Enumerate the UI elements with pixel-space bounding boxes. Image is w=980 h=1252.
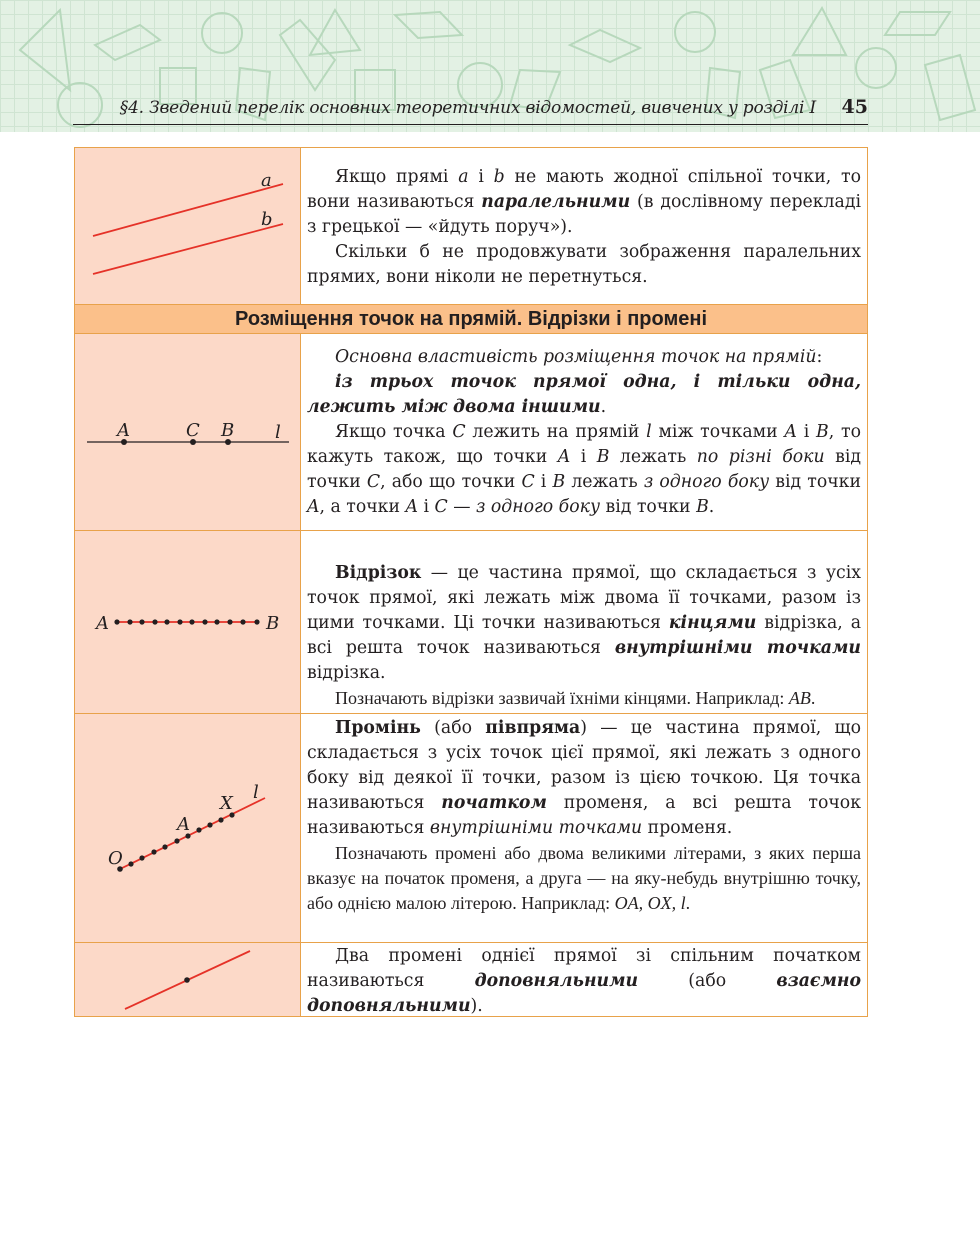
var: A bbox=[784, 422, 797, 442]
label-c: C bbox=[186, 420, 200, 441]
paragraph-ray-definition bbox=[307, 716, 861, 841]
var: B bbox=[816, 422, 829, 442]
row-ray bbox=[75, 713, 867, 942]
var-b: b bbox=[493, 167, 505, 187]
example: AB bbox=[788, 688, 811, 708]
running-title: §4. Зведений перелік основних теоретичних відомостей, вивчених у розділі I bbox=[119, 98, 816, 118]
paragraph-axiom bbox=[307, 370, 861, 420]
text-points-on-line bbox=[301, 334, 867, 530]
header-decoration bbox=[0, 0, 980, 132]
text-run: — це частина прямої, що складається з усіх точок прямої, які лежать між двома її точками, разом із цими точками. Ці точки називаються bbox=[307, 563, 861, 633]
var: l bbox=[646, 422, 652, 442]
var: C bbox=[434, 497, 448, 517]
text-run: лежать bbox=[609, 447, 697, 467]
term-parallel: паралельними bbox=[481, 192, 631, 212]
label-b: b bbox=[261, 209, 273, 230]
emphasis: з одного боку bbox=[475, 497, 600, 517]
paragraph-segment-notation bbox=[307, 686, 861, 711]
text-run: і bbox=[468, 167, 494, 187]
ray-diagram bbox=[75, 714, 301, 943]
paragraph-axiom-title bbox=[307, 345, 861, 370]
label-a: a bbox=[261, 170, 272, 191]
label-b: B bbox=[221, 420, 235, 441]
term-ray: Промінь bbox=[335, 718, 421, 738]
label-l: l bbox=[253, 782, 259, 803]
label-a: A bbox=[177, 814, 190, 835]
label-l: l bbox=[275, 422, 281, 443]
emphasis: з одного боку bbox=[643, 472, 770, 492]
term-start: початком bbox=[441, 793, 547, 813]
var: A bbox=[307, 497, 320, 517]
text-run: , а точки bbox=[319, 497, 406, 517]
text-run: відрізка. bbox=[307, 663, 386, 683]
figure-parallel-lines bbox=[75, 148, 301, 304]
term-ends: кінцями bbox=[668, 613, 757, 633]
var: B bbox=[596, 447, 610, 467]
var: A bbox=[557, 447, 571, 467]
text-run: від точки bbox=[769, 472, 862, 492]
term-mutually-complementary: взаємно доповняльними bbox=[307, 971, 861, 1016]
row-complementary-rays bbox=[75, 942, 867, 1016]
points-on-line-diagram bbox=[75, 334, 301, 531]
line-b bbox=[93, 224, 283, 274]
text-ray bbox=[301, 714, 867, 942]
label-b: B bbox=[266, 613, 280, 634]
text-run: — bbox=[447, 497, 476, 517]
term-complementary: доповняльними bbox=[474, 971, 639, 991]
text-run: (в дослівному перекладі з грецької — «йдуть поруч»). bbox=[307, 192, 861, 237]
paragraph-between bbox=[307, 420, 861, 520]
text-run: не мають жодної спільної точки, то вони називаються bbox=[307, 167, 861, 212]
label-a: A bbox=[96, 613, 109, 634]
text-run: і bbox=[570, 447, 597, 467]
label-o: O bbox=[108, 848, 123, 869]
text-run: Два промені однієї прямої зі спільним початком називаються bbox=[307, 946, 861, 991]
row-parallel-lines bbox=[75, 148, 867, 304]
text-run: і bbox=[796, 422, 817, 442]
text-run: , або що точки bbox=[380, 472, 522, 492]
label-a: A bbox=[117, 420, 130, 441]
var: B bbox=[696, 497, 709, 517]
paragraph-complementary bbox=[307, 944, 861, 1019]
text-complementary bbox=[301, 943, 867, 1016]
row-segment bbox=[75, 530, 867, 713]
text-run: . bbox=[810, 688, 816, 708]
complementary-rays-diagram bbox=[75, 943, 301, 1017]
text-run: і bbox=[417, 497, 435, 517]
var-a: a bbox=[458, 167, 469, 187]
text-run: між точками bbox=[651, 422, 785, 442]
text-run: від точки bbox=[599, 497, 697, 517]
term-half-line: півпряма bbox=[485, 718, 581, 738]
parallel-lines-diagram bbox=[75, 148, 301, 304]
text-run: (або bbox=[638, 971, 777, 991]
text-run: лежать bbox=[565, 472, 644, 492]
common-start-point bbox=[184, 977, 190, 983]
paragraph-parallel-note: Скільки б не продовжувати зображення паралельних прямих, вони ніколи не перетнуться. bbox=[307, 242, 861, 287]
text-run: (або bbox=[420, 718, 486, 738]
text-parallel bbox=[301, 148, 867, 304]
figure-points-on-line bbox=[75, 334, 301, 530]
term-segment: Відрізок bbox=[335, 563, 422, 583]
running-header bbox=[73, 96, 868, 125]
var: C bbox=[366, 472, 381, 492]
paragraph-parallel-definition bbox=[307, 165, 861, 240]
var: C bbox=[452, 422, 466, 442]
page-number: 45 bbox=[841, 96, 868, 118]
figure-ray bbox=[75, 714, 301, 942]
var: A bbox=[405, 497, 418, 517]
segment-diagram bbox=[75, 531, 301, 714]
text-segment bbox=[301, 531, 867, 713]
text-run: ) — це частина прямої, що складається з усіх точок цієї прямої, які лежать з одного боку від деякої її точки, разом із цією точкою. Ця точка називаються bbox=[307, 718, 861, 813]
term-inner-points: внутрішніми точками bbox=[614, 638, 861, 658]
text-run: Якщо точка bbox=[335, 422, 453, 442]
text-run: Позначають промені або двома великими літерами, з яких перша вказує на початок променя, а друга — на яку-небудь внутрішню точку, або однією малою літерою. Наприклад: bbox=[307, 843, 861, 913]
theory-table bbox=[74, 147, 868, 1017]
text-run: Якщо прямі bbox=[335, 167, 459, 187]
figure-segment bbox=[75, 531, 301, 713]
var: B bbox=[552, 472, 566, 492]
section-title: Розміщення точок на прямій. Відрізки і промені bbox=[75, 304, 867, 333]
text-run: променя, а всі решта точок називаються bbox=[307, 793, 861, 838]
text-run: променя. bbox=[642, 818, 733, 838]
text-run: . bbox=[685, 893, 691, 913]
text-run: . bbox=[708, 497, 715, 517]
text-run: , то кажуть також, що точки bbox=[307, 422, 862, 467]
label-x: X bbox=[220, 793, 233, 814]
paragraph-ray-notation bbox=[307, 841, 861, 916]
row-points-on-line bbox=[75, 333, 867, 530]
text-run: : bbox=[816, 347, 823, 367]
text-run: відрізка, а всі решта точок називаються bbox=[307, 613, 861, 658]
figure-complementary-rays bbox=[75, 943, 301, 1016]
emphasis: по різні боки bbox=[696, 447, 825, 467]
axiom-title: Основна властивість розміщення точок на прямій bbox=[335, 347, 817, 367]
term-inner-points: внутрішніми точками bbox=[429, 818, 643, 838]
text-run: і bbox=[534, 472, 553, 492]
text-run: . bbox=[600, 397, 607, 417]
example: OA, OX, l bbox=[614, 893, 686, 913]
paragraph-segment-definition bbox=[307, 561, 861, 686]
text-run: лежить на прямій bbox=[465, 422, 647, 442]
line-a bbox=[93, 184, 283, 236]
text-run: Позначають відрізки зазвичай їхніми кінцями. Наприклад: bbox=[335, 688, 789, 708]
text-run: ). bbox=[470, 996, 483, 1016]
axiom-text: із трьох точок прямої одна, і тільки одна, лежить між двома іншими bbox=[307, 372, 861, 417]
var: C bbox=[521, 472, 535, 492]
text-run: від точки bbox=[307, 447, 862, 492]
